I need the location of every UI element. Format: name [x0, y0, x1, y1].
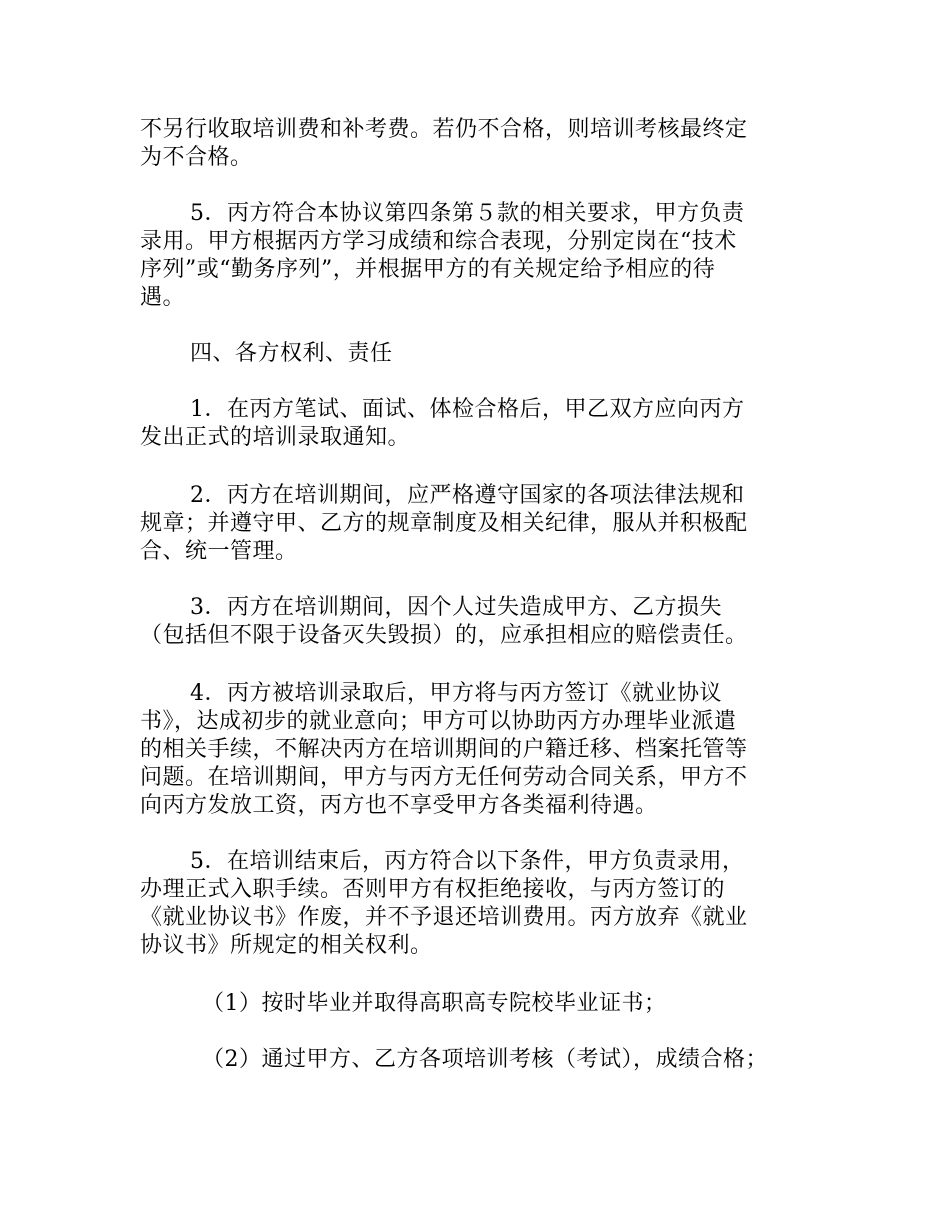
text-line: 不另行收取培训费和补考费。若仍不合格，则培训考核最终定 [140, 117, 748, 142]
list-item-condition-2 [140, 1046, 812, 1074]
text-line: 合、统一管理。 [140, 539, 298, 564]
section-heading: 四、各方权利、责任 [190, 341, 393, 366]
list-item: （1）按时毕业并取得高职高专院校毕业证书； [202, 991, 667, 1016]
list-item: （2）通过甲方、乙方各项培训考核（考试），成绩合格； [202, 1047, 768, 1072]
text-line: 办理正式入职手续。否则甲方有权拒绝接收，与丙方签订的 [140, 877, 726, 902]
text-line: 3．丙方在培训期间，因个人过失造成甲方、乙方损失 [190, 595, 722, 620]
list-item-condition-1 [140, 990, 812, 1018]
text-line: 协议书》所规定的相关权利。 [140, 933, 433, 958]
text-line: 4．丙方被培训录取后，甲方将与丙方签订《就业协议 [190, 681, 722, 706]
text-line: 规章；并遵守甲、乙方的规章制度及相关纪律，服从并积极配 [140, 511, 748, 536]
paragraph-clause-4-4 [140, 680, 812, 820]
section-heading-rights-responsibilities [140, 340, 812, 368]
text-line: 发出正式的培训录取通知。 [140, 425, 411, 450]
text-line: 1．在丙方笔试、面试、体检合格后，甲乙双方应向丙方 [190, 397, 745, 422]
text-line: 书》，达成初步的就业意向；甲方可以协助丙方办理毕业派遣 [140, 709, 737, 734]
text-line: 5．丙方符合本协议第四条第５款的相关要求，甲方负责 [190, 201, 745, 226]
paragraph-clause-4-1 [140, 396, 812, 452]
text-line: 序列”或“勤务序列”，并根据甲方的有关规定给予相应的待 [140, 257, 716, 282]
text-line: 的相关手续，不解决丙方在培训期间的户籍迁移、档案托管等 [140, 737, 748, 762]
text-line: 问题。在培训期间，甲方与丙方无任何劳动合同关系，甲方不 [140, 765, 748, 790]
text-line: 2．丙方在培训期间，应严格遵守国家的各项法律法规和 [190, 483, 745, 508]
paragraph-clause-4-5 [140, 848, 812, 960]
paragraph-clause-4-2 [140, 482, 812, 566]
text-line: （包括但不限于设备灭失毁损）的，应承担相应的赔偿责任。 [140, 623, 748, 648]
text-line: 为不合格。 [140, 145, 253, 170]
paragraph-clause-3-5 [140, 200, 812, 312]
text-line: 5．在培训结束后，丙方符合以下条件，甲方负责录用， [190, 849, 745, 874]
text-line: 录用。甲方根据丙方学习成绩和综合表现，分别定岗在“技术 [140, 229, 737, 254]
paragraph-clause-4-3 [140, 594, 812, 650]
text-line: 《就业协议书》作废，并不予退还培训费用。丙方放弃《就业 [140, 905, 748, 930]
text-line: 遇。 [140, 285, 186, 310]
paragraph-fee-continuation [140, 116, 812, 172]
text-line: 向丙方发放工资，丙方也不享受甲方各类福利待遇。 [140, 793, 658, 818]
